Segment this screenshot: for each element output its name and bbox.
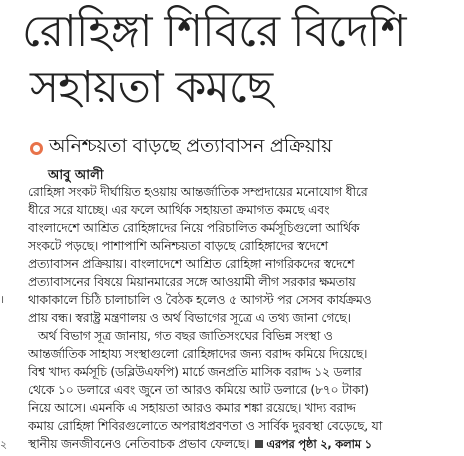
body-line: থেকে ১০ ডলারে এবং জুনে তা আরও কমিয়ে আট ডলারে (৮৭০ টাকা) xyxy=(28,382,369,397)
headline-line-1: রোহিঙ্গা শিবিরে বিদেশি xyxy=(22,6,406,57)
body-line-text: স্থানীয় জনজীবনেও নেতিবাচক প্রভাব ফেলছে। xyxy=(28,436,250,451)
body-line: প্রত্যাবাসন প্রক্রিয়ায়। বাংলাদেশে আশ্রিত রোহিঙ্গা নাগরিকদের স্বদেশে xyxy=(28,256,355,271)
subheadline xyxy=(30,132,332,164)
body-line: নিয়ে আসে। এমনকি এ সহায়তা আরও কমার শঙ্কা রয়েছে। খাদ্য বরাদ্দ xyxy=(28,400,356,415)
body-line-last xyxy=(28,435,456,453)
article-body xyxy=(28,183,456,453)
headline-line-2: সহায়তা কমছে xyxy=(30,62,273,113)
margin-mark: ২ xyxy=(0,438,8,451)
body-line: বাংলাদেশে আশ্রিত রোহিঙ্গাদের নিয়ে পরিচালিত কর্মসূচিগুলো আর্থিক xyxy=(28,220,360,235)
body-line: কমায় রোহিঙ্গা শিবিরগুলোতে অপরাধপ্রবণতা ও সার্বিক দুরবস্থা বেড়েছে, যা xyxy=(28,418,383,433)
body-line: বিশ্ব খাদ্য কর্মসূচি (ডব্লিউএফপি) মার্চে জনপ্রতি মাসিক বরাদ্দ ১২ ডলার xyxy=(28,364,362,379)
body-line: রোহিঙ্গা সংকট দীর্ঘায়িত হওয়ায় আন্তর্জাতিক সম্প্রদায়ের মনোযোগ ধীরে xyxy=(28,184,368,199)
body-line: থাকাকালে চিঠি চালাচালি ও বৈঠক হলেও ৫ আগস্ট পর সেসব কার্যক্রমও xyxy=(28,292,372,307)
subheadline-text: অনিশ্চয়তা বাড়ছে প্রত্যাবাসন প্রক্রিয়ায় xyxy=(49,135,333,157)
body-line: আন্তর্জাতিক সাহায্য সংস্থাগুলো রোহিঙ্গাদের জন্য বরাদ্দ কমিয়ে দিয়েছে। xyxy=(28,346,368,361)
body-line: সংকটে পড়ছে। পাশাপাশি অনিশ্চয়তা বাড়ছে রোহিঙ্গাদের স্বদেশে xyxy=(28,238,328,253)
circle-bullet-icon xyxy=(30,142,43,155)
body-line: প্রায় বন্ধ। স্বরাষ্ট্র মন্ত্রণালয় ও অর্থ বিভাগের সূত্রে এ তথ্য জানা গেছে। xyxy=(28,310,351,325)
body-line: প্রত্যাবাসনের বিষয়ে মিয়ানমারের সঙ্গে আওয়ামী লীগ সরকার ক্ষমতায় xyxy=(28,274,356,289)
body-line: অর্থ বিভাগ সূত্র জানায়, গত বছর জাতিসংঘের বিভিন্ন সংস্থা ও xyxy=(38,328,333,343)
margin-mark: । xyxy=(0,293,5,306)
body-line: ধীরে সরে যাচ্ছে। এর ফলে আর্থিক সহায়তা ক্রমাগত কমছে এবং xyxy=(28,202,330,217)
continued-on-page-link[interactable]: এরপর পৃষ্ঠা ২, কলাম ১ xyxy=(266,437,372,451)
byline: আবু আলী xyxy=(48,168,104,183)
square-bullet-icon xyxy=(255,440,263,448)
